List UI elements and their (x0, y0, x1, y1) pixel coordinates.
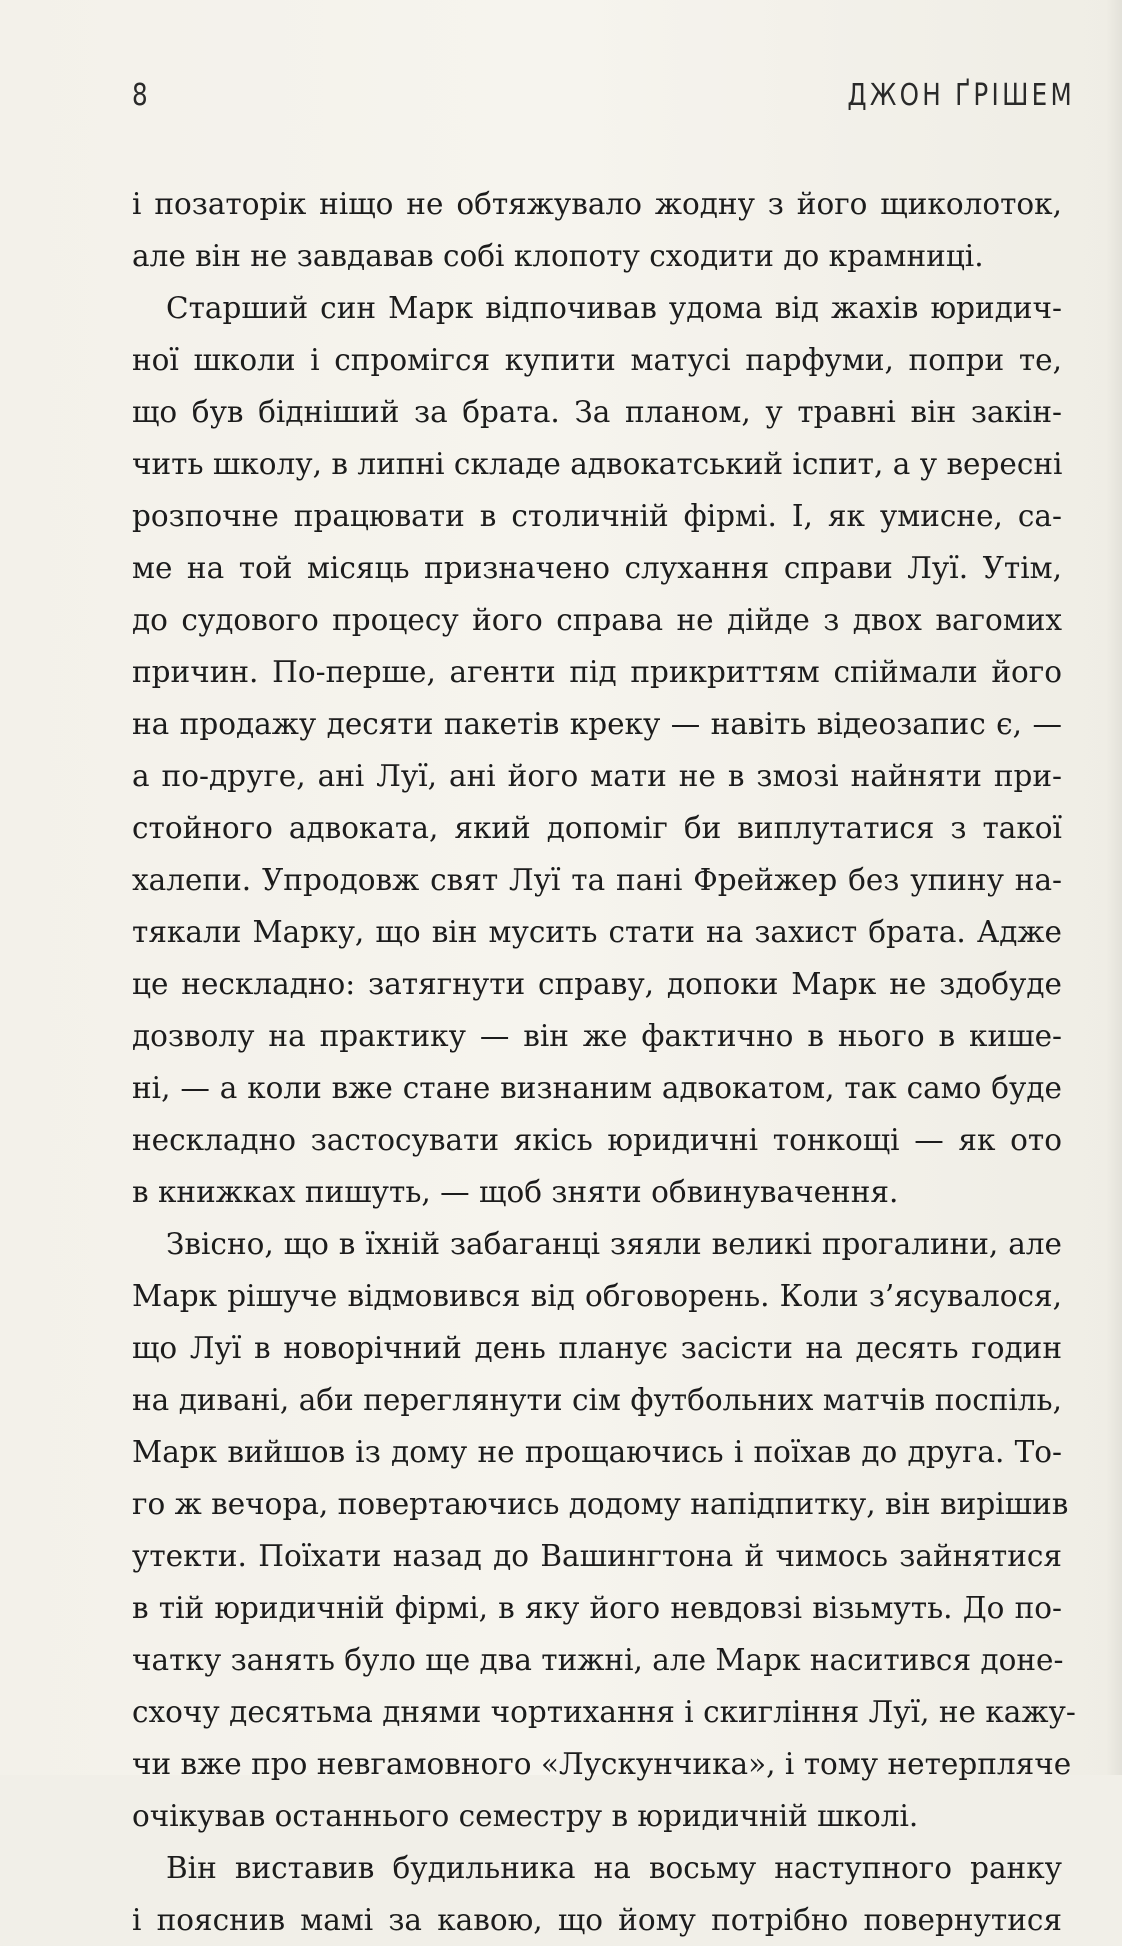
text-line: а по-друге, ані Луї, ані його мати не в змозі найняти при- (132, 759, 1062, 793)
text-line: тякали Марку, що він мусить стати на захист брата. Адже (132, 915, 1062, 949)
text-line: ні, — а коли вже стане визнаним адвокатом, так само буде (132, 1071, 1062, 1105)
text-line: це нескладно: затягнути справу, допоки Марк не здобуде (132, 967, 1062, 1001)
text-line: і позаторік ніщо не обтяжувало жодну з його щиколоток, (132, 187, 1062, 221)
text-line: Старший син Марк відпочивав удома від жахів юридич- (166, 291, 1062, 325)
running-head-author: ДЖОН ҐРІШЕМ (847, 78, 1075, 113)
text-line: утекти. Поїхати назад до Вашингтона й чимось зайнятися (132, 1539, 1062, 1573)
text-line: чить школу, в липні складе адвокатський іспит, а у вересні (132, 447, 1063, 481)
text-line: схочу десятьма днями чортихання і скигління Луї, не кажу- (132, 1695, 1076, 1729)
text-line: го ж вечора, повертаючись додому напідпитку, він вирішив (132, 1487, 1069, 1521)
text-line: чи вже про невгамовного «Лускунчика», і тому нетерпляче (132, 1747, 1072, 1781)
text-line: чатку занять було ще два тижні, але Марк наситився доне- (132, 1643, 1064, 1677)
text-line: Він виставив будильника на восьму наступного ранку (166, 1851, 1062, 1885)
paragraph (132, 282, 1062, 1218)
page-number: 8 (132, 78, 148, 113)
text-line: розпочне працювати в столичній фірмі. І, як умисне, са- (132, 499, 1062, 533)
text-line: ме на той місяць призначено слухання справи Луї. Утім, (132, 551, 1062, 585)
text-line: Марк рішуче відмовився від обговорень. Коли з’ясувалося, (132, 1279, 1062, 1313)
text-line: нескладно застосувати якісь юридичні тонкощі — як ото (132, 1123, 1062, 1157)
text-line: і пояснив мамі за кавою, що йому потрібно повернутися (132, 1903, 1062, 1937)
text-line: в тій юридичній фірмі, в яку його невдовзі візьмуть. До по- (132, 1591, 1062, 1625)
paragraph (132, 1218, 1076, 1842)
running-head (132, 78, 1075, 128)
text-line: до судового процесу його справа не дійде з двох вагомих (132, 603, 1062, 637)
text-line: але він не завдавав собі клопоту сходити до крамниці. (132, 239, 984, 273)
text-line: причин. По-перше, агенти під прикриттям спіймали його (132, 655, 1062, 689)
text-line: що був бідніший за брата. За планом, у травні він закін- (132, 395, 1062, 429)
text-line: на дивані, аби переглянути сім футбольних матчів поспіль, (132, 1383, 1062, 1417)
text-line: Марк вийшов із дому не прощаючись і поїхав до друга. То- (132, 1435, 1062, 1469)
text-line: стойного адвоката, який допоміг би виплутатися з такої (132, 811, 1062, 845)
text-line: Звісно, що в їхній забаганці зяяли великі прогалини, але (166, 1227, 1062, 1261)
text-line: халепи. Упродовж свят Луї та пані Фрейжер без упину на- (132, 863, 1062, 897)
body-text (132, 178, 1076, 1946)
text-line: дозволу на практику — він же фактично в нього в кише- (132, 1019, 1062, 1053)
page-edge-shadow (1106, 0, 1122, 1775)
text-line: що Луї в новорічний день планує засісти на десять годин (132, 1331, 1062, 1365)
paragraph (132, 1842, 1062, 1946)
paragraph (132, 178, 1062, 282)
text-line: очікував останнього семестру в юридичній школі. (132, 1799, 919, 1833)
text-line: на продажу десяти пакетів креку — навіть відеозапис є, — (132, 707, 1062, 741)
text-line: в книжках пишуть, — щоб зняти обвинувачення. (132, 1175, 899, 1209)
text-line: ної школи і спромігся купити матусі парфуми, попри те, (132, 343, 1062, 377)
